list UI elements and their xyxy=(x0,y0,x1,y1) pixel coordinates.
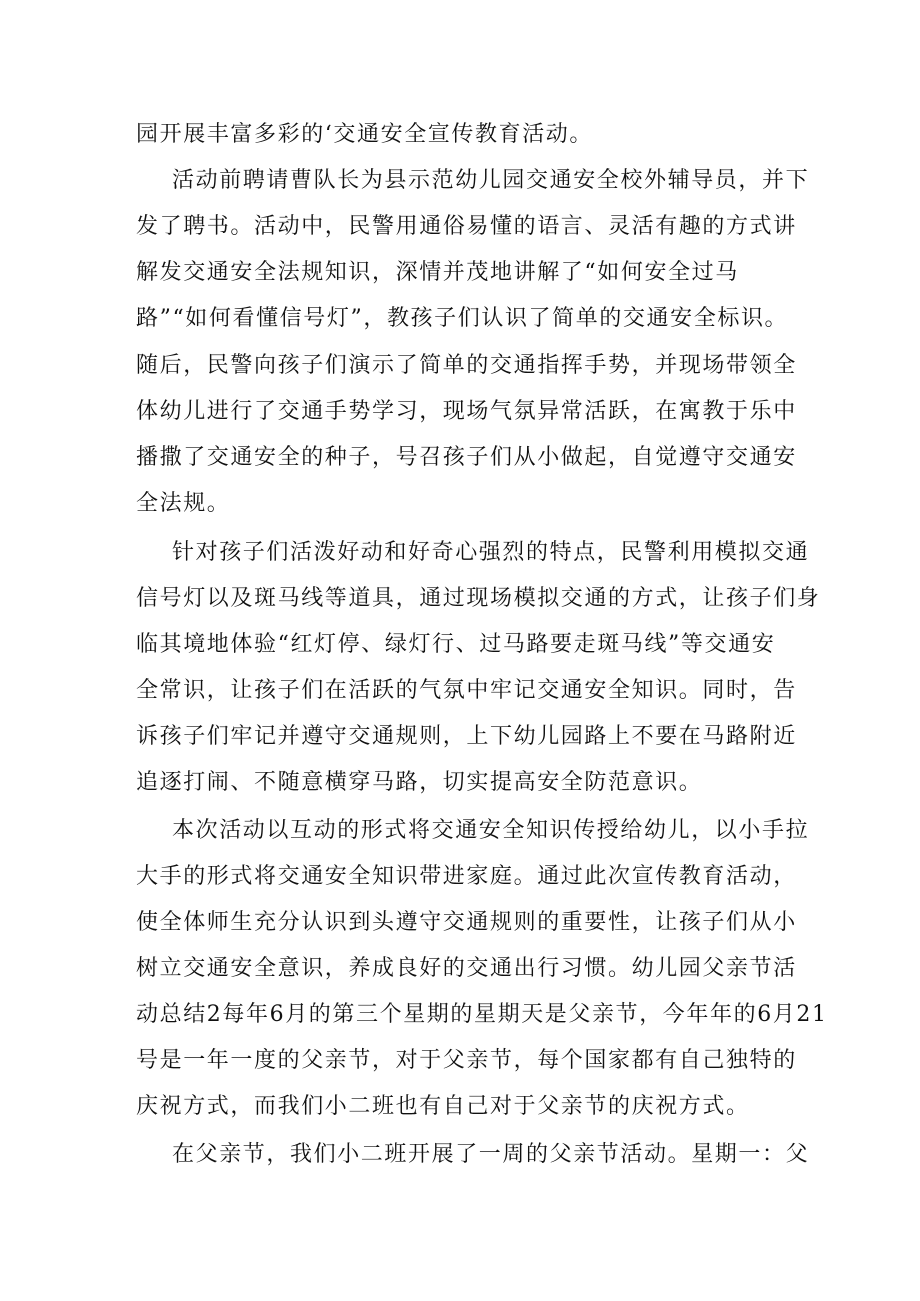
paragraph-line: 园开展丰富多彩的‘交通安全宣传教育活动。 xyxy=(136,122,593,147)
paragraph-line: 使全体师生充分认识到头遵守交通规则的重要性，让孩子们从小 xyxy=(136,910,797,935)
paragraph-line: 体幼儿进行了交通手势学习，现场气氛异常活跃，在寓教于乐中 xyxy=(136,399,797,424)
paragraph-line: 本次活动以互动的形式将交通安全知识传授给幼儿，以小手拉 xyxy=(172,818,810,843)
paragraph-line: 大手的形式将交通安全知识带进家庭。通过此次宣传教育活动， xyxy=(136,864,797,889)
paragraph-line: 在父亲节，我们小二班开展了一周的父亲节活动。星期一：父 xyxy=(172,1142,810,1167)
paragraph-line: 播撒了交通安全的种子，号召孩子们从小做起，自觉遵守交通安 xyxy=(136,445,797,470)
paragraph-line: 动总结2每年6月的第三个星期的星期天是父亲节，今年年的6月21 xyxy=(136,1002,828,1027)
paragraph-line: 随后，民警向孩子们演示了简单的交通指挥手势，并现场带领全 xyxy=(136,353,797,378)
paragraph-line: 信号灯以及斑马线等道具，通过现场模拟交通的方式，让孩子们身 xyxy=(136,586,821,611)
paragraph-line: 全常识，让孩子们在活跃的气氛中牢记交通安全知识。同时，告 xyxy=(136,678,797,703)
paragraph-line: 诉孩子们牢记并遵守交通规则，上下幼儿园路上不要在马路附近 xyxy=(136,724,797,749)
paragraph-line: 针对孩子们活泼好动和好奇心强烈的特点，民警利用模拟交通 xyxy=(172,540,810,565)
paragraph-line: 追逐打闹、不随意横穿马路，切实提高安全防范意识。 xyxy=(136,770,703,795)
paragraph-line: 号是一年一度的父亲节，对于父亲节，每个国家都有自己独特的 xyxy=(136,1048,797,1073)
paragraph-line: 活动前聘请曹队长为县示范幼儿园交通安全校外辅导员，并下 xyxy=(172,168,810,193)
paragraph-line: 解发交通安全法规知识，深情并茂地讲解了“如何安全过马 xyxy=(136,260,739,285)
paragraph-line: 庆祝方式，而我们小二班也有自己对于父亲节的庆祝方式。 xyxy=(136,1094,750,1119)
paragraph-line: 全法规。 xyxy=(136,491,231,516)
paragraph-line: 临其境地体验“红灯停、绿灯行、过马路要走斑马线”等交通安 xyxy=(136,632,776,657)
paragraph-line: 树立交通安全意识，养成良好的交通出行习惯。幼儿园父亲节活 xyxy=(136,956,797,981)
paragraph-line: 路”“如何看懂信号灯”，教孩子们认识了简单的交通安全标识。 xyxy=(136,306,789,331)
paragraph-line: 发了聘书。活动中，民警用通俗易懂的语言、灵活有趣的方式讲 xyxy=(136,214,797,239)
